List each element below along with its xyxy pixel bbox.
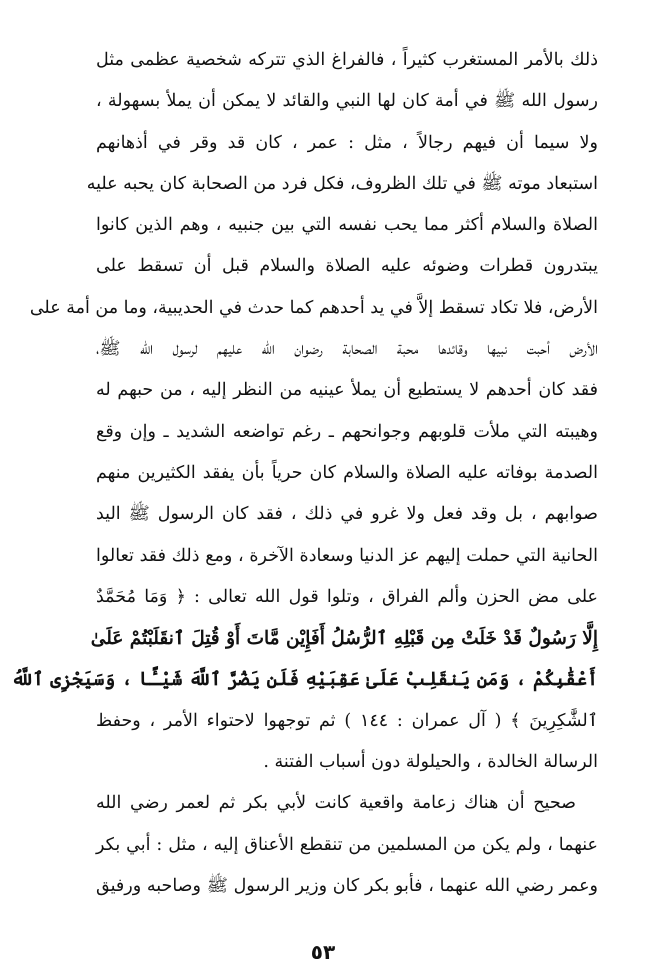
text-line-11: الصدمة بوفاته عليه الصلاة والسلام كان حرياً بأن يفقد الكثيرين منهم: [96, 462, 598, 483]
body-text: [11, 40, 598, 907]
text-line-19: صحيح أن هناك زعامة واقعية كانت لأبي بكر ثم لعمر رضي الله: [96, 793, 576, 814]
text-line-2: رسول الله ﷺ في أمة كان لها النبي والقائد لا يمكن أن يملأ بسهولة ،: [96, 91, 598, 112]
text-line-6: يبتدرون قطرات وضوئه عليه الصلاة والسلام قبل أن تسقط على: [96, 256, 598, 277]
text-line-7: الأرض، فلا تكاد تسقط إلاَّ في يد أحدهم كما حدث في الحديبية، وما من أمة على: [29, 297, 598, 318]
text-line-20: عنهما ، ولم يكن من المسلمين من تنقطع الأعناق إليه ، مثل : أبي بكر: [96, 834, 598, 855]
text-line-9: فقد كان أحدهم لا يستطيع أن يملأ عينيه من النظر إليه ، من حبهم له: [96, 380, 598, 401]
text-line-13: الحانية التي حملت إليهم عز الدنيا وسعادة الآخرة ، ومع ذلك فقد تعالوا: [96, 545, 598, 566]
text-line-1: ذلك بالأمر المستغرب كثيراً ، فالفراغ الذي تتركه شخصية عظمى مثل: [96, 50, 598, 70]
text-line-3: ولا سيما أن فيهم رجالاً ، مثل : عمر ، كان قد وقر في أذهانهم: [96, 132, 598, 153]
text-line-21: وعمر رضي الله عنهما ، فأبو بكر كان وزير الرسول ﷺ وصاحبه ورفيق: [96, 875, 598, 896]
page-number: ٥٣: [310, 940, 336, 964]
text-line-5: الصلاة والسلام أكثر مما يحب نفسه التي بين جنبيه ، وهم الذين كانوا: [96, 215, 598, 236]
text-line-12: صوابهم ، بل وقد فعل ولا غرو في ذلك ، فقد كان الرسول ﷺ اليد: [96, 504, 598, 525]
text-line-4: استبعاد موته ﷺ في تلك الظروف، فكل فرد من الصحابة كان يحبه عليه: [86, 173, 598, 194]
quran-verse-line-1: إِلَّا رَسُولٌ قَدْ خَلَتْ مِن قَبْلِهِ ٱلرُّسُلُ أَفَإِيْن مَّاتَ أَوْ قُتِلَ ٱنقَلَبْتُمْ عَلَىٰ: [90, 628, 598, 650]
text-line-10: وهيبته التي ملأت قلوبهم وجوانحهم ـ رغم تواضعه الشديد ـ وإن وقع: [96, 421, 598, 442]
text-line-14: على مض الحزن وألم الفراق ، وتلوا قول الله تعالى : ﴿ وَمَا مُحَمَّدٌ: [96, 586, 598, 607]
text-line-8: الأرض أحبت نبيها وقائدها محبة الصحابة رضوان الله عليهم لرسول الله ﷺ،: [96, 339, 598, 360]
text-line-18: الرسالة الخالدة ، والحيلولة دون أسباب الفتنة .: [263, 752, 598, 773]
text-line-17: ٱلشَّٰكِرِينَ ﴾ ( آل عمران : ١٤٤ ) ثم توجهوا لاحتواء الأمر ، وحفظ: [96, 710, 598, 731]
quran-verse-line-2: أَعْقَٰبِكُمْ ، وَمَن يَنقَلِبْ عَلَىٰ عَقِبَيْهِ فَلَن يَضُرَّ ٱللَّهَ شَيْـًٔا ، وَسَيَجْزِى ٱللَّهُ: [11, 669, 598, 691]
